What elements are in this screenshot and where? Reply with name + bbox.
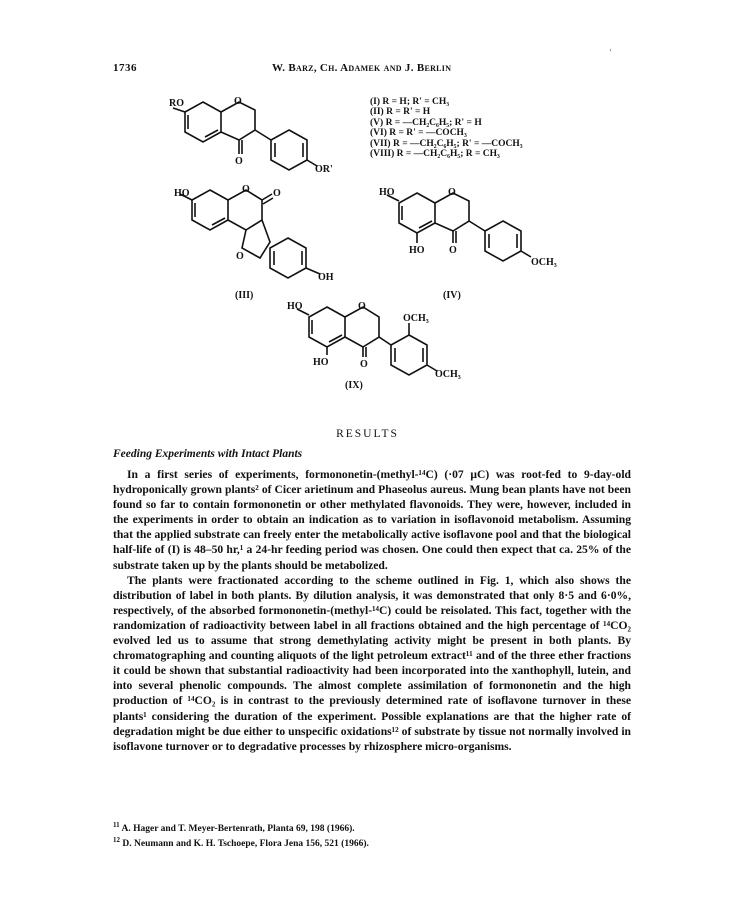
hydroxy-label: OH (318, 272, 334, 283)
compound-label-ix: (IX) (345, 380, 363, 391)
substituent-legend (370, 97, 523, 159)
legend-line: (I) R = H; R' = CH₃ (370, 97, 450, 107)
substituent-or: OR' (315, 164, 333, 175)
stray-mark: ‘ (609, 47, 612, 57)
compound-label-iii: (III) (235, 290, 254, 301)
structure-iv (375, 185, 575, 280)
ring-oxygen: O (448, 187, 456, 198)
hydroxy-label: HO (287, 301, 303, 312)
ring-oxygen: O (358, 301, 366, 312)
hydroxy-label: HO (379, 187, 395, 198)
legend-line: (VIII) R = —CH₂C₆H₅; R = CH₃ (370, 149, 500, 160)
paragraph: The plants were fractionated according to the scheme outlined in Fig. 1, which also shows the distribution of label in both plants. By dilution analysis, it was demonstrated that only 8·5 and 6·0%, respectively, of the absorbed formononetin-(methyl-¹⁴C) could be reisolated. This fact, together with the randomization of radioactivity between label in all fractions obtained and the high percentage of ¹⁴CO₂ evolved led us to assume that strong demethylating activity might be present in both plants. By chromatographing and counting aliquots of the light petroleum extract¹¹ and of the three ether fractions it could be shown that substantial radioactivity had been incorporated into the xanthophyll, lutein, and into several phenolic compounds. The almost complete assimilation of formononetin and the high production of ¹⁴CO₂ is in contrast to the previously determined rate of isoflavone turnover in these plants¹ considering the duration of the experiment. Possible explanations are that the higher rate of degradation might be due either to unspecific oxidations¹² of substrate by tissue not normally involved in isoflavone turnover or to degradative processes by rhizosphere micro-organisms. (113, 573, 631, 753)
carbonyl-oxygen: O (360, 359, 368, 370)
hydroxy-label: HO (313, 357, 329, 368)
section-heading: RESULTS (336, 428, 399, 440)
ring-oxygen: O (242, 184, 250, 195)
section-subheading: Feeding Experiments with Intact Plants (113, 448, 303, 460)
structure-ix (283, 297, 483, 382)
methoxy-label: OCH₃ (403, 313, 429, 324)
structure-iii (170, 180, 360, 283)
hydroxy-label: HO (174, 188, 190, 199)
footnote-text: A. Hager and T. Meyer-Bertenrath, Planta 69, 198 (1966). (121, 824, 355, 835)
compound-label-iv: (IV) (443, 290, 461, 301)
footnote-number: 12 (113, 836, 120, 845)
legend-line: (V) R = —CH₂C₆H₅; R' = H (370, 117, 482, 128)
footnote (113, 835, 631, 850)
footnote-text: D. Neumann and K. H. Tschoepe, Flora Jena 156, 521 (1966). (122, 839, 369, 850)
substituent-ro: RO (169, 98, 184, 109)
legend-line: (VI) R = R' = —COCH₃ (370, 128, 467, 139)
lactone-oxygen: O (273, 188, 281, 199)
footnote-number: 11 (113, 821, 120, 829)
methoxy-label: OCH₃ (435, 369, 461, 380)
ring-oxygen: O (234, 96, 242, 107)
carbonyl-oxygen: O (449, 245, 457, 256)
body-text (113, 467, 631, 754)
page-number: 1736 (113, 62, 137, 74)
legend-line: (VII) R = —CH₂C₆H₅; R' = —COCH₃ (370, 138, 523, 149)
hydroxy-label: HO (409, 245, 425, 256)
footnote (113, 820, 631, 835)
furan-oxygen: O (236, 251, 244, 262)
methoxy-label: OCH₃ (531, 257, 557, 268)
structure-isoflavone-general (165, 92, 365, 182)
legend-line: (II) R = R' = H (370, 107, 431, 118)
footnotes (113, 820, 631, 850)
running-header-authors: W. Barz, Ch. Adamek and J. Berlin (272, 62, 452, 74)
carbonyl-oxygen: O (235, 156, 243, 167)
paragraph: In a first series of experiments, formononetin-(methyl-¹⁴C) (·07 μC) was root-fed to 9-day-old hydroponically grown plants² of Cicer arietinum and Phaseolus aureus. Mung bean plants have not been found so far to contain formononetin or other methylated flavonoids. They were, however, included in the experiments in order to obtain an indication as to variation in isoflavonoid metabolism. Assuming that the applied substrate can freely enter the metabolically active isoflavone pool and that the biological half-life of (I) is 48–50 hr,¹ a 24-hr feeding period was chosen. One could then expect that ca. 25% of the substrate taken up by the plants should be metabolized. (113, 468, 631, 572)
